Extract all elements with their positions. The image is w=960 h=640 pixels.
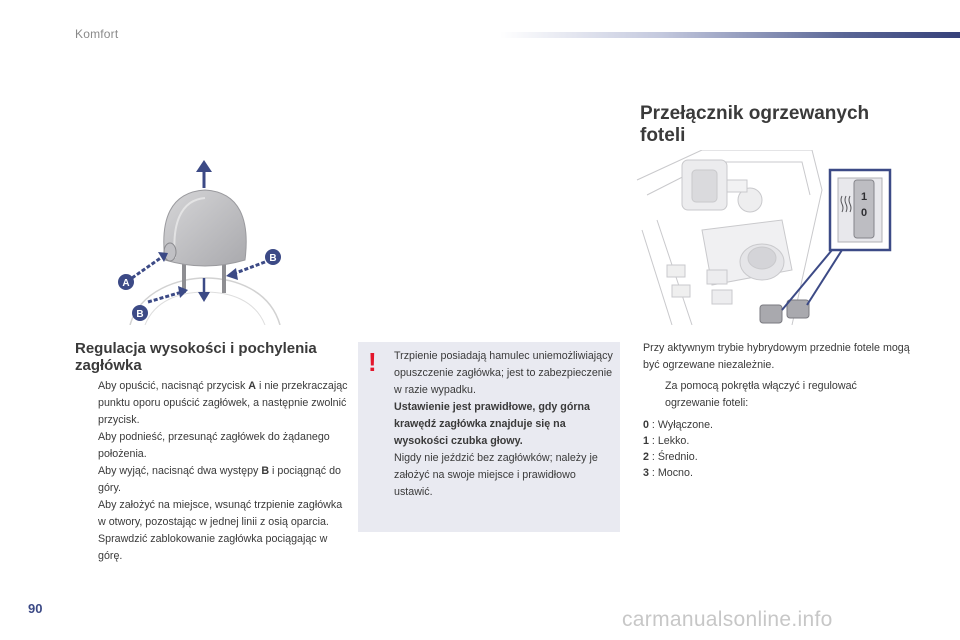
headrest-instruction-item: Aby wyjąć, nacisnąć dwa występy B i pociągnąć do góry. — [98, 465, 341, 494]
heat-level-item: 2 : Średnio. — [643, 451, 698, 463]
warning-text — [394, 348, 614, 501]
headrest-title: Regulacja wysokości i pochylenia zagłówka — [75, 340, 317, 374]
headrest-instruction-item: Aby podnieść, przesunąć zagłówek do żądanego położenia. — [98, 431, 330, 460]
warning-p2: Ustawienie jest prawidłowe, gdy górna krawędź zagłówka znajduje się na wysokości czubka głowy. — [394, 401, 590, 447]
heat-level-item: 3 : Mocno. — [643, 467, 693, 479]
heated-seats-bullet-text: Za pomocą pokrętła włączyć i regulować ogrzewanie foteli: — [665, 380, 857, 409]
headrest-instruction-item: Aby opuścić, nacisnąć przycisk A i nie przekraczając punktu oporu opuścić zagłówek, a następnie zwolnić przycisk. — [98, 380, 348, 426]
section-title: Komfort — [75, 27, 119, 41]
page-number: 90 — [28, 601, 43, 616]
warning-p1: Trzpienie posiadają hamulec uniemożliwiający opuszczenie zagłówka; jest to zabezpieczenie w razie wypadku. — [394, 350, 613, 396]
header-bar — [500, 32, 960, 38]
warning-icon: ! — [368, 347, 377, 377]
headrest-instruction-item: Aby założyć na miejsce, wsunąć trzpienie zagłówka w otwory, pozostając w jednej linii z osią oparcia. Sprawdzić zablokowanie zagłówka pociągając w górę. — [98, 499, 343, 562]
warning-p3: Nigdy nie jeździć bez zagłówków; należy je założyć na swoje miejsce i prawidłowo ustawić. — [394, 452, 598, 498]
heat-level-item: 0 : Wyłączone. — [643, 419, 714, 431]
heated-seats-bullet — [643, 378, 913, 412]
heat-levels — [643, 417, 913, 481]
heat-level-item: 1 : Lekko. — [643, 435, 690, 447]
label-b-right: B — [269, 253, 277, 264]
console-illustration — [632, 150, 894, 325]
warning-box — [358, 342, 620, 532]
heated-seats-title: Przełącznik ogrzewanych foteli — [640, 103, 870, 146]
headrest-instructions — [75, 378, 350, 565]
heated-seats-intro: Przy aktywnym trybie hybrydowym przednie fotele mogą być ogrzewane niezależnie. — [643, 342, 910, 371]
knob-label-0: 0 — [860, 207, 868, 219]
label-b-left: B — [136, 309, 144, 320]
headrest-illustration — [110, 160, 300, 325]
label-a: A — [122, 278, 130, 289]
knob-label-1: 1 — [860, 191, 868, 203]
watermark: carmanualsonline.info — [622, 608, 833, 631]
